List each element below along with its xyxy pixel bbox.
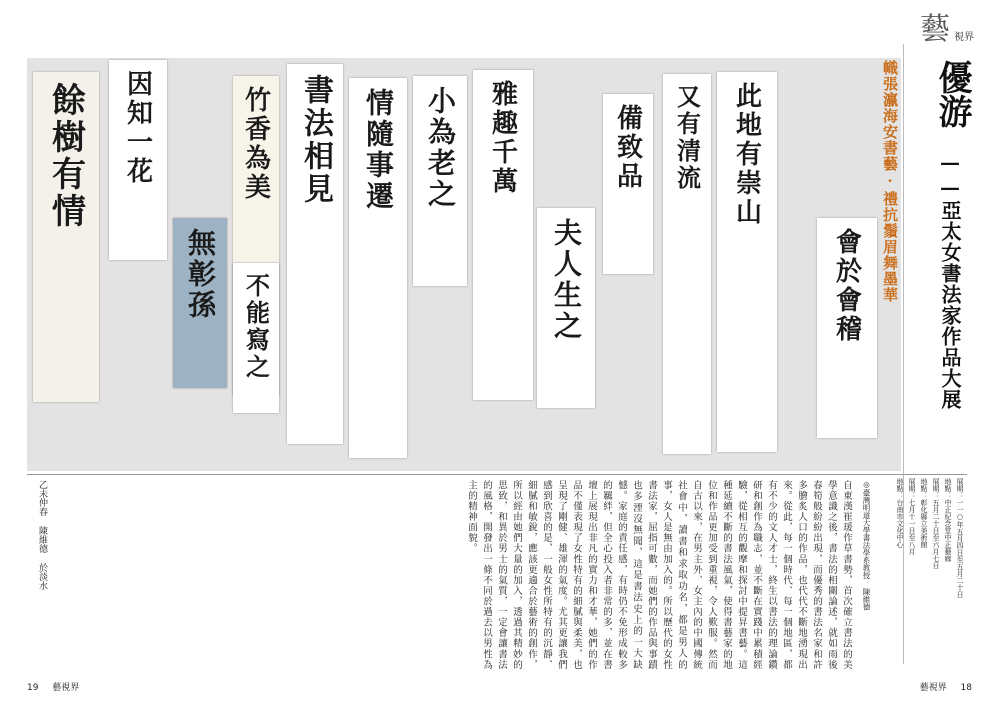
header-label: 視界 xyxy=(954,32,974,43)
info-block xyxy=(886,478,966,658)
scroll-9-text: 雅趣千萬 xyxy=(487,80,518,196)
footer-right xyxy=(920,680,972,693)
scroll-2-text: 因知一花 xyxy=(122,70,153,186)
scroll-5 xyxy=(233,263,279,413)
scroll-1 xyxy=(33,72,99,402)
scroll-10-text: 夫人生之 xyxy=(550,218,583,342)
divider-horizontal xyxy=(27,474,967,475)
scroll-12 xyxy=(663,74,711,454)
closing-signature: 乙未仲春 陳維德 於淡水 xyxy=(37,480,47,590)
info-line-3: 展期：五月二十日至六月七日 xyxy=(932,478,940,569)
scroll-9 xyxy=(473,70,533,400)
scroll-6 xyxy=(287,64,343,444)
info-line-6: 地點：台南市文化中心 xyxy=(896,478,904,548)
artwork-gallery xyxy=(27,58,901,471)
scroll-11-text: 備致品 xyxy=(612,104,643,191)
scroll-5-text: 不能寫之 xyxy=(241,273,271,381)
scroll-13 xyxy=(717,72,777,452)
magazine-name-left: 藝視界 xyxy=(52,683,80,693)
header-logo-area xyxy=(920,4,980,47)
page-title: 優游 xyxy=(932,60,972,128)
scroll-8 xyxy=(413,76,467,286)
info-line-2: 地點：中正紀念堂中正藝廊 xyxy=(944,478,952,562)
scroll-6-text: 書法相見 xyxy=(298,74,333,206)
article-body: 自東漢崔瑗作草書勢，首次確立書法的美學意識之後，書法的相關論述，就如雨後春筍般紛紛出現，而優秀的書法名家和許多膾炙人口的作品，也代代不斷地湧現出來。從此，每一個時代、每一個地區，都有不少的文人才士，終生以書法的理論鑽研和創作為職志，並不斷在實踐中累積經驗，從相互的觀摩和探討中提昇書藝。這種延續不斷的書法風氣，使得書藝家的地位和作品更加受到重視，令人歎服。然而自古以來，在男主外、女主內的中國傳統社會中，讀書和求取功名，都是男人的事，女人是無由加入的。所以歷代的女性書法家，屈指可數，而她們的作品與事蹟也多湮沒無聞，這是書法史上的一大缺憾。家庭的責任感，有時仍不免形成較多的羈絆，但全心投入者非常的多，並在書壇上展現出非凡的實力和才華，她們的作品不僅表現了女性特有的細膩與柔美，也呈現了剛健、雄渾的氣度。尤其更讓我們感到欣喜的是，一般女性所特有的沉靜、細膩和敏銳，應該更適合於藝術的創作，所以經由她們大量的加入，透過其精妙的思致，和異於男士的氣質，一定會讓書法的風格，開發出一條不同於過去以男性為主的精神面貌。 xyxy=(466,480,852,670)
scroll-14 xyxy=(817,218,877,438)
page-subtitle: ——亞太女書法家作品大展 xyxy=(938,150,962,410)
scroll-3 xyxy=(173,218,227,388)
scroll-14-text: 會於會稽 xyxy=(831,228,862,344)
scroll-10 xyxy=(537,208,595,408)
magazine-name-right: 藝視界 xyxy=(919,683,947,693)
page-number-left: 19 xyxy=(27,683,39,693)
scroll-4-text: 竹香為美 xyxy=(240,86,271,202)
scroll-11 xyxy=(603,94,653,274)
scroll-3-text: 無彰孫 xyxy=(184,228,217,321)
scroll-2 xyxy=(109,60,167,260)
info-line-4: 地點：彰化縣立美術館 xyxy=(920,478,928,548)
scroll-7 xyxy=(349,78,407,458)
info-line-5: 展期：七月十一日至八月 xyxy=(908,478,916,555)
page-number-right: 18 xyxy=(960,683,972,693)
scroll-1-text: 餘樹有情 xyxy=(45,82,86,230)
info-line-1: 展期：一一○年五月四日至五月二十日 xyxy=(956,478,964,598)
scroll-8-text: 小為老之 xyxy=(424,86,457,210)
subtitle: 幟張瀛海安書藝·禮抗鬚眉舞墨華 xyxy=(881,60,899,303)
footer-left xyxy=(27,680,79,693)
scroll-12-text: 又有清流 xyxy=(672,84,702,192)
scroll-7-text: 情隨事遷 xyxy=(362,88,395,212)
author-credit: ◎臺灣明道大學書法學系教授 陳維德 xyxy=(862,480,871,611)
header-logo: 藝 xyxy=(920,12,950,47)
scroll-13-text: 此地有崇山 xyxy=(731,82,762,227)
